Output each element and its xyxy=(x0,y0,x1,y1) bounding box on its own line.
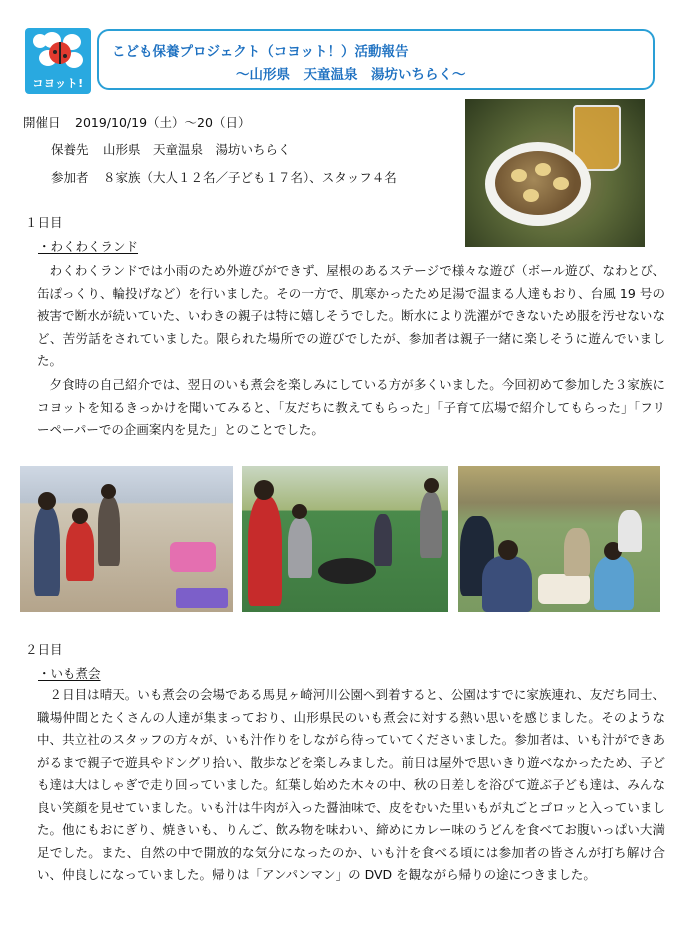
photo-wakuwaku-land xyxy=(20,466,233,612)
ring-toss-board xyxy=(176,588,228,608)
person-head xyxy=(101,484,116,499)
day1-paragraph-2: 夕食時の自己紹介では、翌日のいも煮会を楽しみにしている方が多くいました。今回初めて参加した３家族にコヨットを知るきっかけを聞いてみると、「友だちに教えてもらった」「子育て広場で紹介してもらった」「フリーペーパーでの企画案内を見た」とのことでした。 xyxy=(37,377,665,437)
participants-value: ８家族（大人１２名／子ども１７名）、スタッフ４名 xyxy=(103,170,397,185)
ladybug-spot xyxy=(63,54,67,58)
photo-tire-swing xyxy=(242,466,448,612)
person-figure xyxy=(482,556,532,612)
person-figure xyxy=(594,556,634,610)
person-head xyxy=(72,508,88,524)
date-label: 開催日 xyxy=(23,115,61,130)
tire-swing xyxy=(318,558,376,584)
taro-piece xyxy=(523,189,539,202)
day1-heading: １日目 xyxy=(25,215,63,230)
person-head xyxy=(38,492,56,510)
taro-piece xyxy=(535,163,551,176)
taro-piece xyxy=(511,169,527,182)
report-title: こども保養プロジェクト（コヨット！）活動報告 xyxy=(112,44,409,60)
person-figure xyxy=(66,521,94,581)
host-value: 山形県 天童温泉 湯坊いちらく xyxy=(103,142,291,157)
person-figure xyxy=(420,492,442,558)
person-head xyxy=(424,478,439,493)
person-figure xyxy=(248,496,282,606)
date-value: 2019/10/19（土）～20（日） xyxy=(75,115,251,130)
logo-text: コヨット! xyxy=(32,77,84,90)
picnic-mat xyxy=(538,574,590,604)
person-figure xyxy=(288,518,312,578)
person-figure xyxy=(374,514,392,566)
koyotto-logo xyxy=(25,28,91,94)
host-label: 保養先 xyxy=(51,142,89,157)
day2-subheading: ・いも煮会 xyxy=(38,666,101,681)
person-figure xyxy=(618,510,642,552)
day2-heading: ２日目 xyxy=(25,642,63,657)
day1-subheading: ・わくわくランド xyxy=(38,239,139,254)
ladybug-spot xyxy=(53,50,57,54)
imoni-soup-photo xyxy=(465,99,645,247)
person-head xyxy=(498,540,518,560)
photo-picnic xyxy=(458,466,660,612)
participants-label: 参加者 xyxy=(51,170,89,185)
day2-paragraph: ２日目は晴天。いも煮会の会場である馬見ヶ崎河川公園へ到着すると、公園はすでに家族連れ、友だち同士、職場仲間とたくさんの人達が集まっており、山形県民のいも煮会に対する熱い思いを感じました。そのような中、共立社のスタッフの方々が、いも汁作りをしながら待っていてくださいました。参加者は、いも汁ができあがるまで親子で遊具やドングリ拾い、散歩などを楽しみました。前日は屋外で思いきり遊べなかったため、子ども達は大はしゃぎで走り回っていました。紅葉し始めた木々の中、秋の日差しを浴びて遊ぶ子ども達は、みんな良い笑顔を見せていました。いも汁は牛肉が入った醤油味で、皮をむいた里いもが丸ごとゴロッと入っていました。他にもおにぎり、焼きいも、りんご、飲み物を味わい、締めにカレー味のうどんを食べてお腹いっぱい大満足でした。また、自然の中で開放的な気分になったのか、いも汁を食べる頃には参加者の皆さんが打ち解け合い、仲良しになっていました。帰りは「アンパンマン」の DVD を観ながら帰りの途につきました。 xyxy=(37,687,665,882)
person-head xyxy=(292,504,307,519)
person-figure xyxy=(564,528,590,576)
play-mat xyxy=(170,542,216,572)
taro-piece xyxy=(553,177,569,190)
person-head xyxy=(254,480,274,500)
person-figure xyxy=(98,496,120,566)
report-subtitle: ～山形県 天童温泉 湯坊いちらく～ xyxy=(236,67,466,83)
day1-paragraph-1: わくわくランドでは小雨のため外遊びができず、屋根のあるステージで様々な遊び（ボール遊び、なわとび、缶ぽっくり、輪投げなど）を行いました。その一方で、肌寒かったため足湯で温まる人達もおり、台風 19 号の被害で断水が続いていた、いわきの親子は特に嬉しそうでした。断水により洗濯ができないため服を汚せないなど、苦労話をされていました。限られた場所での遊びでしたが、参加者は親子一緒に楽しそうに遊んでいました。 xyxy=(37,263,665,368)
person-figure xyxy=(34,506,60,596)
